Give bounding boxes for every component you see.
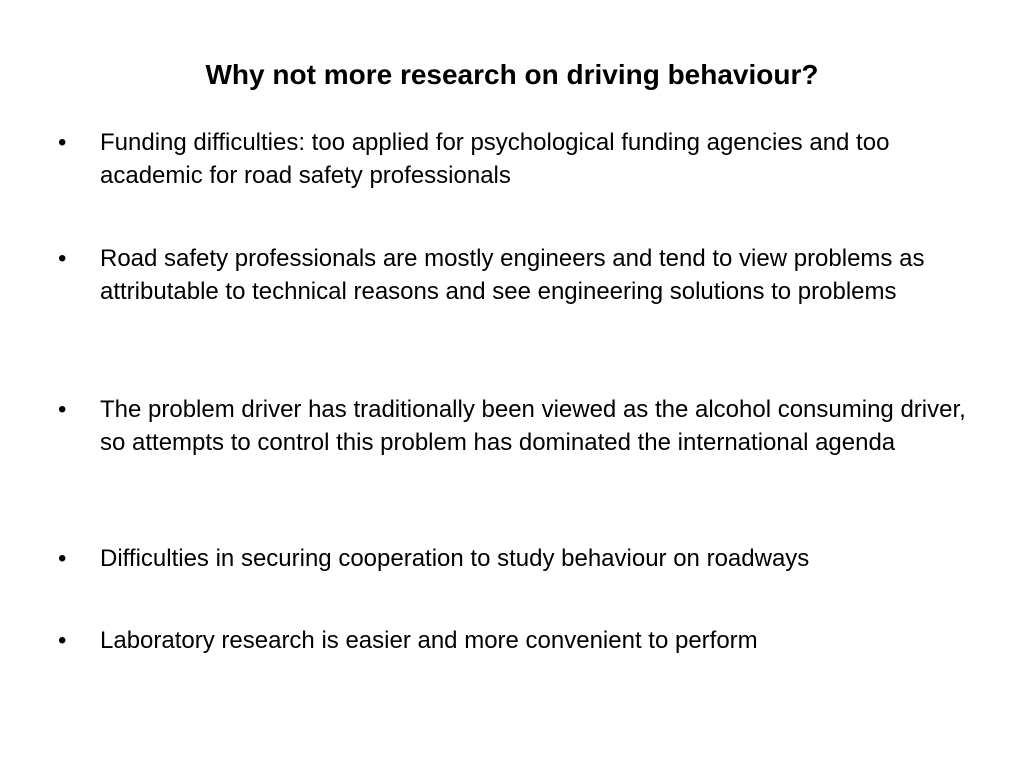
bullet-item-funding	[58, 127, 988, 192]
bullet-marker: •	[58, 245, 67, 272]
bullet-text: Road safety professionals are mostly engineers and tend to view problems as attributable to technical reasons and see engineering solutions to problems	[100, 245, 925, 305]
bullet-marker: •	[58, 627, 67, 654]
bullet-item-laboratory	[58, 625, 988, 658]
bullet-marker: •	[58, 545, 67, 572]
bullet-item-cooperation	[58, 543, 988, 576]
bullet-item-engineers	[58, 243, 988, 308]
bullet-text: Laboratory research is easier and more convenient to perform	[100, 627, 758, 654]
bullet-text: The problem driver has traditionally been viewed as the alcohol consuming driver, so attempts to control this problem has dominated the international agenda	[100, 396, 966, 456]
slide-title: Why not more research on driving behaviour?	[205, 59, 819, 90]
bullet-text: Difficulties in securing cooperation to study behaviour on roadways	[100, 545, 810, 572]
bullet-text: Funding difficulties: too applied for psychological funding agencies and too academic for road safety professionals	[100, 129, 890, 189]
bullet-marker: •	[58, 129, 67, 156]
bullet-marker: •	[58, 396, 67, 423]
bullet-item-alcohol	[58, 394, 988, 459]
